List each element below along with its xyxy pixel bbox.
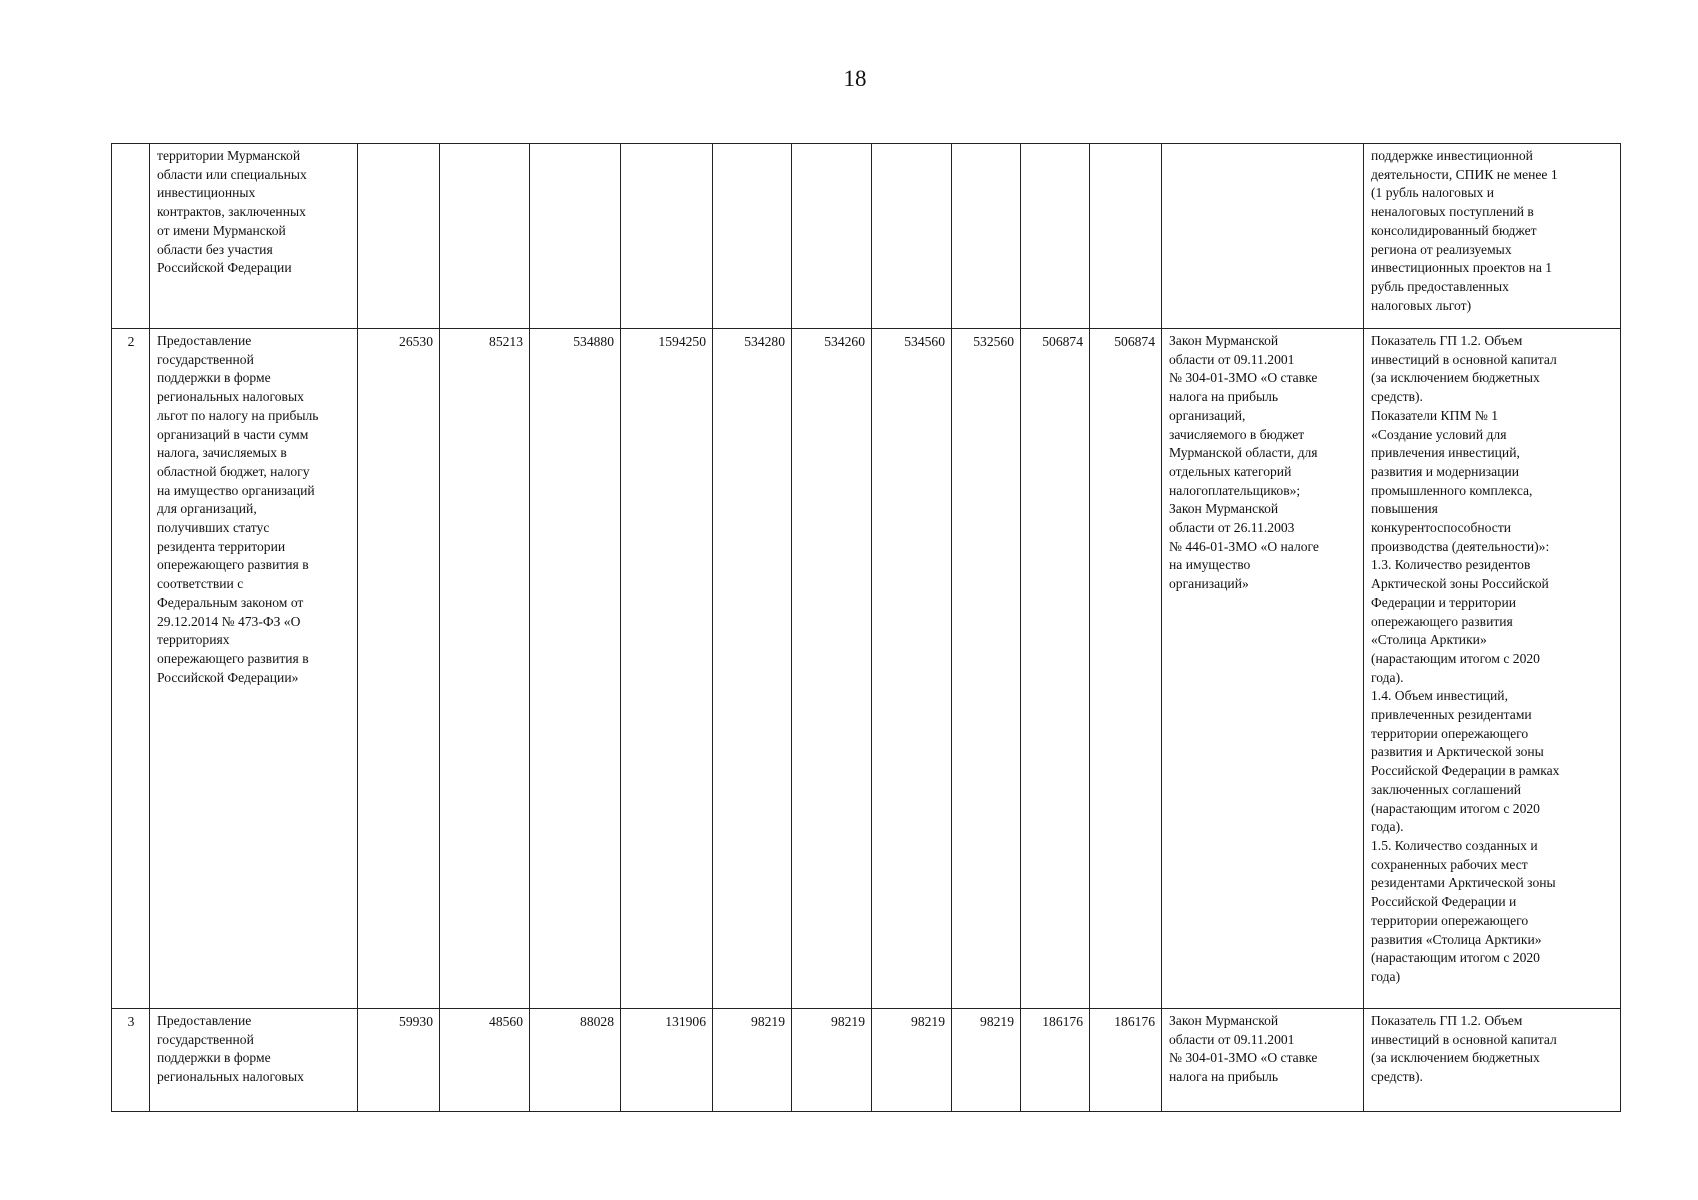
value-cell: 534260 — [792, 329, 872, 1009]
value-cell: 534880 — [530, 329, 621, 1009]
indicator-cell-line: поддержке инвестиционной — [1371, 148, 1533, 163]
indicator-cell-line: повышения — [1371, 501, 1438, 517]
value-cell: 534280 — [713, 329, 792, 1009]
row-number-cell: 3 — [112, 1009, 150, 1112]
value-cell: 186176 — [1090, 1009, 1162, 1112]
measure-name-cell-line: областной бюджет, налогу — [157, 463, 310, 479]
measure-name-cell-line: области без участия — [157, 241, 273, 257]
measure-name-cell-line: контрактов, заключенных — [157, 204, 306, 220]
indicator-cell-line: резидентами Арктической зоны — [1371, 875, 1556, 891]
value-cell: 532560 — [952, 329, 1021, 1009]
page-number: 18 — [843, 66, 867, 91]
indicator-cell-line: (за исключением бюджетных — [1371, 1050, 1540, 1066]
value-cell: 186176 — [1021, 1009, 1090, 1112]
legal-basis-cell-line: № 446-01-ЗМО «О налоге — [1169, 538, 1319, 554]
indicator-cell-line: конкурентоспособности — [1371, 520, 1512, 536]
value-cell: 506874 — [1090, 329, 1162, 1009]
measure-name-cell-line: получивших статус — [157, 520, 270, 536]
measure-name-cell-line: на имущество организаций — [157, 482, 315, 498]
legal-basis-cell-line: области от 26.11.2003 — [1169, 520, 1295, 536]
indicator-cell-line: инвестиционных проектов на 1 — [1371, 260, 1553, 276]
indicator-cell-line: заключенных соглашений — [1371, 781, 1522, 797]
legal-basis-cell-line: организаций, — [1169, 407, 1246, 423]
indicator-cell-line: «Столица Арктики» — [1371, 632, 1487, 648]
indicator-cell-line: региона от реализуемых — [1371, 241, 1512, 257]
measure-name-cell-line: Предоставление — [157, 333, 252, 348]
measure-name-cell-line: опережающего развития в — [157, 557, 309, 573]
legal-basis-cell-line: Закон Мурманской — [1169, 1013, 1279, 1028]
measure-name-cell-line: территориях — [157, 632, 230, 648]
legal-basis-cell — [1162, 1009, 1364, 1112]
indicator-cell-line: неналоговых поступлений в — [1371, 204, 1534, 220]
indicator-cell-line: опережающего развития — [1371, 613, 1513, 629]
legal-basis-cell-line: отдельных категорий — [1169, 463, 1292, 479]
legal-basis-cell-line: на имущество — [1169, 557, 1251, 573]
legal-basis-cell — [1162, 144, 1364, 329]
indicator-cell-line: Российской Федерации и — [1371, 894, 1517, 910]
value-cell: 59930 — [358, 1009, 440, 1112]
measure-name-cell-line: льгот по налогу на прибыль — [157, 407, 319, 423]
measure-name-cell — [150, 1009, 358, 1112]
value-cell — [358, 144, 440, 329]
legal-basis-cell-line: Закон Мурманской — [1169, 501, 1279, 517]
value-cell: 98219 — [792, 1009, 872, 1112]
indicator-cell-line: привлечения инвестиций, — [1371, 445, 1520, 461]
legal-basis-cell-line: области от 09.11.2001 — [1169, 351, 1295, 367]
value-cell: 48560 — [440, 1009, 530, 1112]
indicator-cell-line: Показатели КПМ № 1 — [1371, 407, 1499, 423]
indicator-cell-line: промышленного комплекса, — [1371, 482, 1533, 498]
value-cell — [1021, 144, 1090, 329]
measure-name-cell-line: государственной — [157, 351, 254, 367]
measure-name-cell-line: Российской Федерации — [157, 260, 292, 276]
indicator-cell-line: Показатель ГП 1.2. Объем — [1371, 1013, 1523, 1028]
indicator-cell-line: рубль предоставленных — [1371, 278, 1509, 294]
indicator-cell-line: 1.5. Количество созданных и — [1371, 837, 1538, 853]
value-cell: 534560 — [872, 329, 952, 1009]
indicator-cell-line: года). — [1371, 819, 1404, 835]
value-cell — [952, 144, 1021, 329]
indicator-cell-line: «Создание условий для — [1371, 426, 1507, 442]
value-cell — [621, 144, 713, 329]
value-cell — [872, 144, 952, 329]
indicator-cell-line: Российской Федерации в рамках — [1371, 763, 1560, 779]
indicator-cell-line: налоговых льгот) — [1371, 297, 1472, 313]
measure-name-cell-line: области или специальных — [157, 166, 307, 182]
indicator-cell-line: развития и Арктической зоны — [1371, 744, 1544, 760]
legal-basis-cell-line: Мурманской области, для — [1169, 445, 1318, 461]
indicator-cell-line: года). — [1371, 669, 1404, 685]
legal-basis-cell-line: № 304-01-ЗМО «О ставке — [1169, 1050, 1318, 1066]
indicator-cell-line: средств). — [1371, 389, 1423, 405]
indicator-cell-line: (1 рубль налоговых и — [1371, 185, 1494, 201]
table-row — [112, 144, 1621, 329]
row-number-cell: 2 — [112, 329, 150, 1009]
indicator-cell-line: территории опережающего — [1371, 912, 1529, 928]
measure-name-cell-line: опережающего развития в — [157, 650, 309, 666]
value-cell: 26530 — [358, 329, 440, 1009]
legal-basis-cell — [1162, 329, 1364, 1009]
measure-name-cell — [150, 144, 358, 329]
indicator-cell — [1364, 329, 1621, 1009]
value-cell: 88028 — [530, 1009, 621, 1112]
indicator-cell — [1364, 1009, 1621, 1112]
value-cell: 85213 — [440, 329, 530, 1009]
measure-name-cell-line: инвестиционных — [157, 185, 256, 201]
measure-name-cell-line: резидента территории — [157, 538, 286, 554]
measure-name-cell — [150, 329, 358, 1009]
measure-name-cell-line: Федеральным законом от — [157, 594, 304, 610]
indicator-cell-line: привлеченных резидентами — [1371, 707, 1532, 723]
indicator-cell-line: территории опережающего — [1371, 725, 1529, 741]
legal-basis-cell-line: области от 09.11.2001 — [1169, 1031, 1295, 1047]
legal-basis-cell-line: налога на прибыль — [1169, 1069, 1279, 1085]
measure-name-cell-line: 29.12.2014 № 473-ФЗ «О — [157, 613, 301, 629]
indicator-cell-line: 1.3. Количество резидентов — [1371, 557, 1531, 573]
measure-name-cell-line: региональных налоговых — [157, 389, 304, 405]
table-row — [112, 329, 1621, 1009]
indicator-cell-line: инвестиций в основной капитал — [1371, 351, 1557, 367]
measure-name-cell-line: Предоставление — [157, 1013, 252, 1028]
legal-basis-cell-line: организаций» — [1169, 576, 1249, 592]
row-number-cell — [112, 144, 150, 329]
value-cell: 1594250 — [621, 329, 713, 1009]
legal-basis-cell-line: налога на прибыль — [1169, 389, 1279, 405]
measure-name-cell-line: Российской Федерации» — [157, 669, 299, 685]
table-row — [112, 1009, 1621, 1112]
legal-basis-cell-line: налогоплательщиков»; — [1169, 482, 1301, 498]
tax-support-table — [111, 143, 1621, 1112]
value-cell — [713, 144, 792, 329]
value-cell — [792, 144, 872, 329]
value-cell: 131906 — [621, 1009, 713, 1112]
value-cell: 98219 — [713, 1009, 792, 1112]
indicator-cell-line: Федерации и территории — [1371, 594, 1517, 610]
measure-name-cell-line: территории Мурманской — [157, 148, 301, 163]
measure-name-cell-line: организаций в части сумм — [157, 426, 309, 442]
value-cell — [1090, 144, 1162, 329]
indicator-cell-line: (нарастающим итогом с 2020 — [1371, 950, 1540, 966]
indicator-cell-line: инвестиций в основной капитал — [1371, 1031, 1557, 1047]
indicator-cell-line: Показатель ГП 1.2. Объем — [1371, 333, 1523, 348]
value-cell — [530, 144, 621, 329]
measure-name-cell-line: соответствии с — [157, 576, 244, 592]
value-cell: 98219 — [952, 1009, 1021, 1112]
measure-name-cell-line: государственной — [157, 1031, 254, 1047]
legal-basis-cell-line: Закон Мурманской — [1169, 333, 1279, 348]
value-cell: 506874 — [1021, 329, 1090, 1009]
indicator-cell-line: года) — [1371, 968, 1401, 984]
legal-basis-cell-line: зачисляемого в бюджет — [1169, 426, 1305, 442]
indicator-cell-line: (нарастающим итогом с 2020 — [1371, 800, 1540, 816]
indicator-cell-line: развития и модернизации — [1371, 463, 1519, 479]
measure-name-cell-line: поддержки в форме — [157, 370, 271, 386]
indicator-cell-line: развития «Столица Арктики» — [1371, 931, 1542, 947]
indicator-cell-line: средств). — [1371, 1069, 1423, 1085]
indicator-cell-line: 1.4. Объем инвестиций, — [1371, 688, 1508, 704]
indicator-cell-line: сохраненных рабочих мест — [1371, 856, 1528, 872]
measure-name-cell-line: от имени Мурманской — [157, 222, 286, 238]
indicator-cell-line: Арктической зоны Российской — [1371, 576, 1549, 592]
legal-basis-cell-line: № 304-01-ЗМО «О ставке — [1169, 370, 1318, 386]
measure-name-cell-line: налога, зачисляемых в — [157, 445, 287, 461]
indicator-cell-line: деятельности, СПИК не менее 1 — [1371, 166, 1558, 182]
measure-name-cell-line: для организаций, — [157, 501, 257, 517]
measure-name-cell-line: поддержки в форме — [157, 1050, 271, 1066]
indicator-cell-line: (за исключением бюджетных — [1371, 370, 1540, 386]
indicator-cell-line: (нарастающим итогом с 2020 — [1371, 650, 1540, 666]
indicator-cell — [1364, 144, 1621, 329]
measure-name-cell-line: региональных налоговых — [157, 1069, 304, 1085]
value-cell — [440, 144, 530, 329]
value-cell: 98219 — [872, 1009, 952, 1112]
indicator-cell-line: консолидированный бюджет — [1371, 222, 1537, 238]
indicator-cell-line: производства (деятельности)»: — [1371, 538, 1550, 554]
